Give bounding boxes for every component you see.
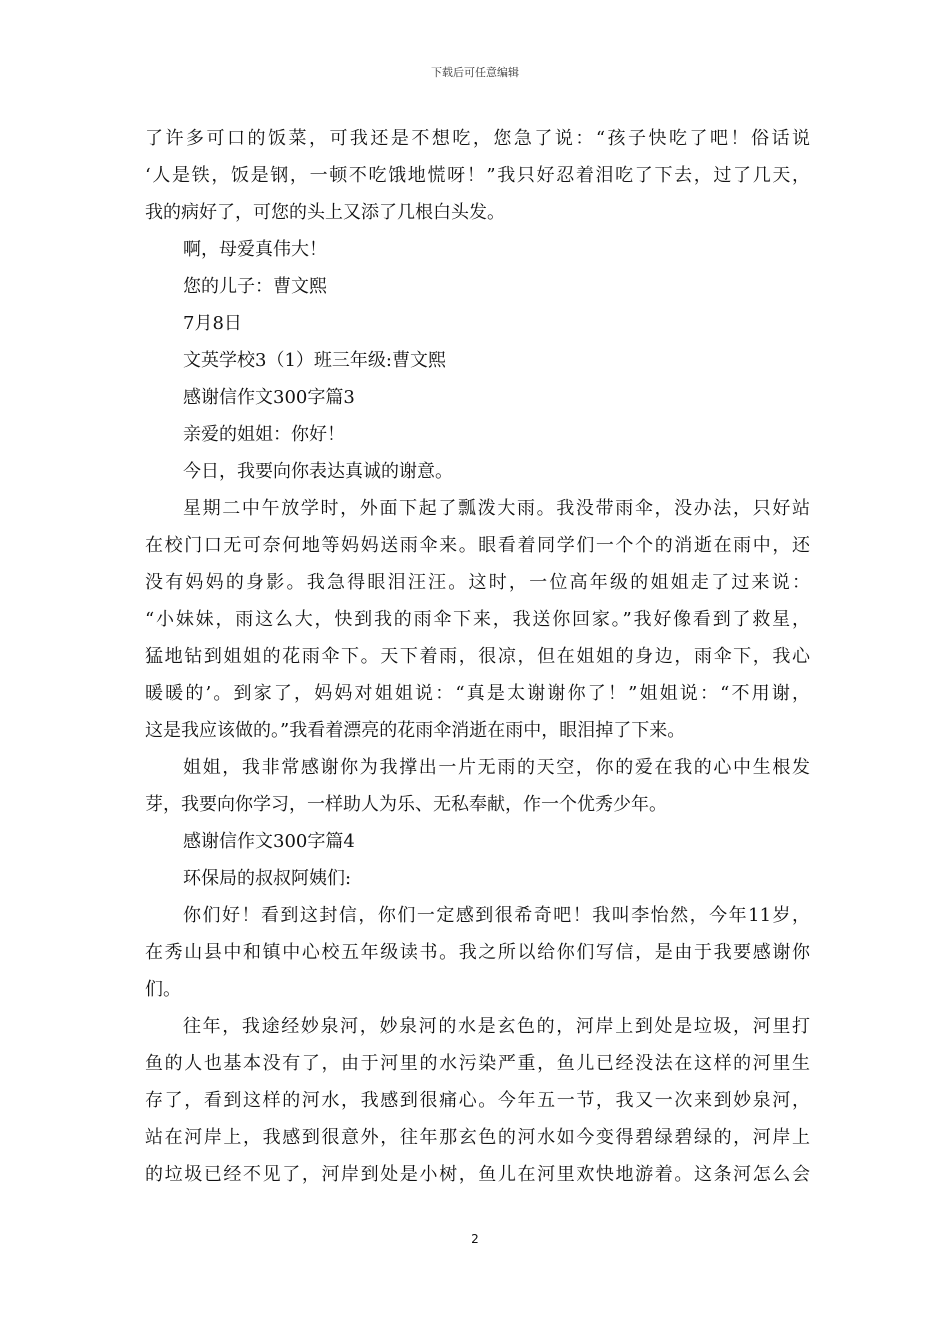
- text-line: 今日，我要向你表达真诚的谢意。: [183, 461, 453, 482]
- text-line: 了许多可口的饭菜，可我还是不想吃，您急了说：“孩子快吃了吧！俗话说: [145, 128, 810, 149]
- signature-line: 您的儿子：曹文熙: [183, 276, 327, 297]
- salutation: 环保局的叔叔阿姨们:: [183, 868, 352, 889]
- text-line: 你们好！看到这封信，你们一定感到很希奇吧！我叫李怡然，今年11岁，: [183, 905, 810, 926]
- text-line: 这是我应该做的。”我看着漂亮的花雨伞消逝在雨中，眼泪掉了下来。: [145, 720, 686, 741]
- text-line: 往年，我途经妙泉河，妙泉河的水是玄色的，河岸上到处是垃圾，河里打: [183, 1016, 810, 1037]
- section-title: 感谢信作文300字篇3: [183, 387, 355, 408]
- text-line: 芽，我要向你学习，一样助人为乐、无私奉献，作一个优秀少年。: [145, 794, 667, 815]
- text-line: 在校门口无可奈何地等妈妈送雨伞来。眼看着同学们一个个的消逝在雨中，还: [145, 535, 810, 556]
- text-line: 暖暖的’。到家了，妈妈对姐姐说：“真是太谢谢你了！”姐姐说：“不用谢，: [145, 683, 810, 704]
- text-line: ‘人是铁，饭是钢，一顿不吃饿地慌呀！”我只好忍着泪吃了下去，过了几天，: [145, 165, 810, 186]
- text-line: 啊，母爱真伟大！: [183, 239, 327, 260]
- text-line: 站在河岸上，我感到很意外，往年那玄色的河水如今变得碧绿碧绿的，河岸上: [145, 1127, 810, 1148]
- text-line: 存了，看到这样的河水，我感到很痛心。今年五一节，我又一次来到妙泉河，: [145, 1090, 810, 1111]
- author-line: 文英学校3（1）班三年级:曹文熙: [183, 350, 446, 371]
- text-line: “小妹妹，雨这么大，快到我的雨伞下来，我送你回家。”我好像看到了救星，: [145, 609, 810, 630]
- salutation: 亲爱的姐姐：你好！: [183, 424, 345, 445]
- section-title: 感谢信作文300字篇4: [183, 831, 355, 852]
- text-line: 在秀山县中和镇中心校五年级读书。我之所以给你们写信，是由于我要感谢你: [145, 942, 810, 963]
- text-line: 们。: [145, 979, 181, 1000]
- page-number: 2: [471, 1232, 479, 1246]
- page-header: 下载后可任意编辑: [431, 66, 519, 79]
- text-line: 没有妈妈的身影。我急得眼泪汪汪。这时，一位高年级的姐姐走了过来说：: [145, 572, 810, 593]
- text-line: 星期二中午放学时，外面下起了瓢泼大雨。我没带雨伞，没办法，只好站: [183, 498, 810, 519]
- text-line: 的垃圾已经不见了，河岸到处是小树，鱼儿在河里欢快地游着。这条河怎么会: [145, 1164, 810, 1185]
- text-line: 鱼的人也基本没有了，由于河里的水污染严重，鱼儿已经没法在这样的河里生: [145, 1053, 810, 1074]
- text-line: 姐姐，我非常感谢你为我撑出一片无雨的天空，你的爱在我的心中生根发: [183, 757, 810, 778]
- text-line: 猛地钻到姐姐的花雨伞下。天下着雨，很凉，但在姐姐的身边，雨伞下，我心: [145, 646, 810, 667]
- date-line: 7月8日: [183, 313, 242, 334]
- text-line: 我的病好了，可您的头上又添了几根白头发。: [145, 202, 505, 223]
- document-body: [145, 120, 810, 1193]
